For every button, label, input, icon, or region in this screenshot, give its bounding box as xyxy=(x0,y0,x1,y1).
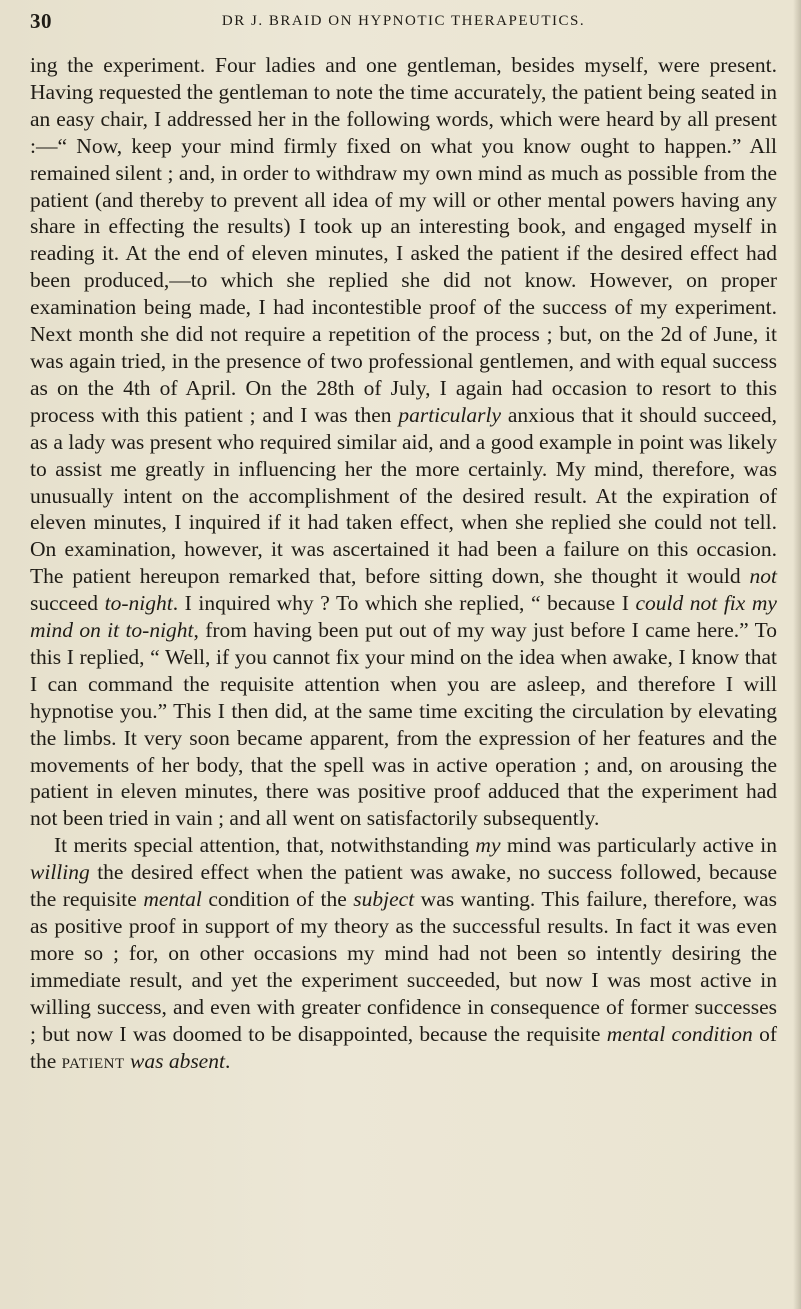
italic-text-run: mental xyxy=(143,887,202,912)
text-run: anxious that it should succeed, as a lady was present who required similar aid, and a good example in point was likely to assist me greatly in influencing her the more certainly. My mind, therefore, was unusually intent on the accomplishment of the desired result. At the expiration of eleven minutes, I inquired if it had taken effect, when she replied she could not tell. On examination, however, it was ascertained it had been a failure on this occasion. The patient hereupon remarked that, before sitting down, she thought it would xyxy=(30,402,777,589)
text-run: succeed xyxy=(30,591,105,616)
italic-text-run: could not fix my mind on it to-night xyxy=(30,591,777,643)
text-run: was wanting. This failure, therefore, was as positive proof in support of my theory as the successful results. In fact it was even more so ; for, on other occasions my mind had not been so intently desiring the immediate result, and yet the experiment succeeded, but now I was most active in willing success, and even with greater confidence in consequence of former successes ; but now I was doomed to be disappointed, because the requisite xyxy=(30,887,777,1046)
running-header xyxy=(30,6,777,36)
italic-text-run: was absent xyxy=(129,1048,225,1073)
text-run: ing the experiment. Four ladies and one gentleman, besides myself, were present. Having requested the gentleman to note the time accurately, the patient being seated in an easy chair, I addressed her in the following words, which were heard by all present :—“ Now, keep your mind firmly fixed on what you know ought to happen.” All remained silent ; and, in order to withdraw my own mind as much as possible from the patient (and thereby to prevent all idea of my will or other mental powers having any share in effecting the results) I took up an interesting book, and engaged myself in reading it. At the end of eleven minutes, I asked the patient if the desired effect had been produced,—to which she replied she did not know. However, on proper examination being made, I had incontestible proof of the success of my experiment. Next month she did not require a repetition of the process ; but, on the 2d of June, it was again tried, in the presence of two professional gentlemen, and with equal success as on the 4th of April. On the 28th of July, I again had occasion to resort to this process with this patient ; and I was then xyxy=(30,53,777,427)
text-run: . xyxy=(224,1048,231,1073)
paragraph-1 xyxy=(30,52,777,832)
italic-text-run: mental condition xyxy=(606,1021,753,1046)
text-run: condition of the xyxy=(201,887,354,912)
paragraph-2 xyxy=(30,832,777,1074)
italic-text-run: subject xyxy=(353,887,415,912)
page-edge-shadow xyxy=(793,0,801,1309)
italic-text-run: not xyxy=(749,564,777,589)
italic-text-run: to-night xyxy=(104,591,173,616)
text-run: It merits special attention, that, notwithstanding xyxy=(54,833,476,858)
italic-text-run: my xyxy=(475,833,501,858)
running-title: DR J. BRAID ON HYPNOTIC THERAPEUTICS. xyxy=(221,12,586,29)
italic-text-run: willing xyxy=(30,860,90,885)
text-run: the desired effect when the patient was awake, no success followed, because the requisite xyxy=(30,860,777,912)
text-run: . I inquired why ? To which she replied, “ because I xyxy=(172,591,636,616)
text-run: of the xyxy=(30,1021,777,1073)
italic-text-run: particularly xyxy=(398,402,502,427)
smallcaps-text-run: patient xyxy=(61,1048,125,1073)
text-run: , from having been put out of my way just before I came here.” To this I replied, “ Well, if you cannot fix your mind on the idea when awake, I know that I can command the requisite attention when you are asleep, and therefore I will hypnotise you.” This I then did, at the same time exciting the circulation by elevating the limbs. It very soon became apparent, from the expression of her features and the movements of her body, that the spell was in active operation ; and, on arousing the patient in eleven minutes, there was positive proof adduced that the experiment had not been tried in vain ; and all went on satisfactorily subsequently. xyxy=(30,618,777,831)
page-number: 30 xyxy=(30,8,52,33)
text-run: mind was particularly active in xyxy=(500,833,777,858)
body-text xyxy=(30,52,777,1074)
